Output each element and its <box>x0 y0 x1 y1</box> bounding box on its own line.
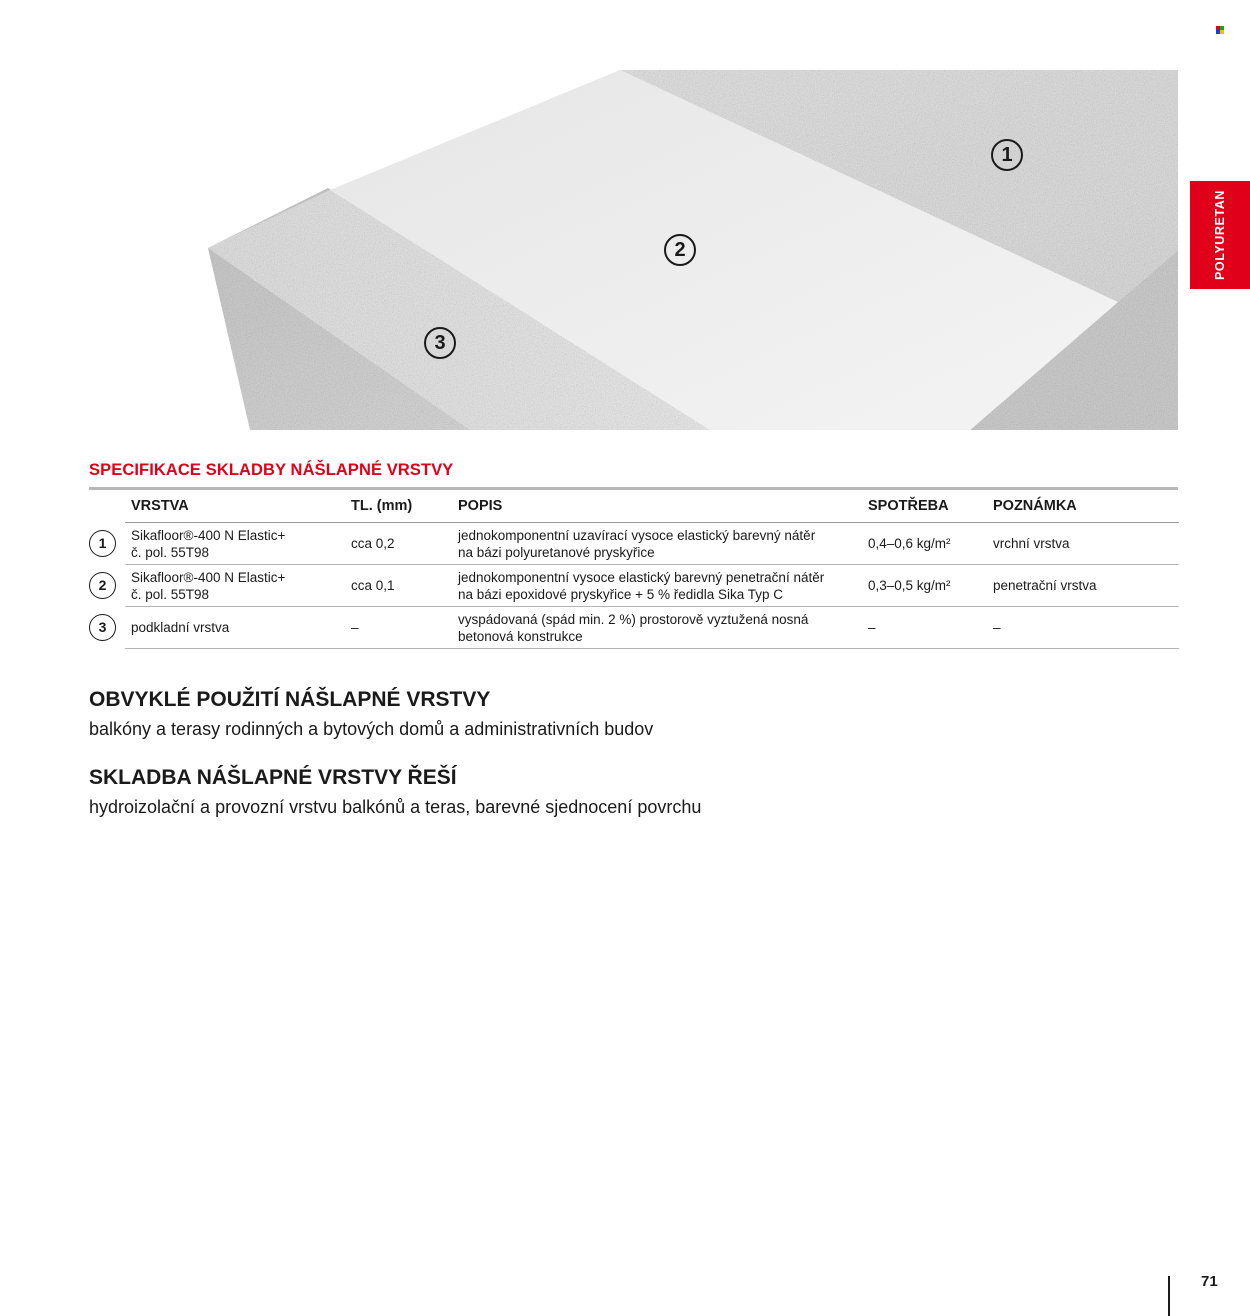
poznamka-cell: vrchní vrstva <box>987 523 1179 565</box>
callout-1: 1 <box>991 139 1023 171</box>
poznamka-cell: – <box>987 607 1179 649</box>
vrstva-line: Sikafloor®-400 N Elastic+ <box>131 569 286 585</box>
vrstva-cell <box>125 607 345 649</box>
vrstva-cell <box>125 523 345 565</box>
popis-line: na bázi epoxidové pryskyřice + 5 % ředidla Sika Typ C <box>458 586 784 602</box>
row-number-badge: 3 <box>89 614 116 641</box>
poznamka-cell: penetrační vrstva <box>987 565 1179 607</box>
section-side-tab <box>1190 181 1250 289</box>
popis-cell <box>452 565 862 607</box>
spec-table <box>89 490 1179 649</box>
vrstva-line: č. pol. 55T98 <box>131 586 210 602</box>
spec-header-vrstva: VRSTVA <box>125 490 345 523</box>
popis-line: jednokomponentní vysoce elastický barevný penetrační nátěr <box>458 569 825 585</box>
solves-text: hydroizolační a provozní vrstvu balkónů a teras, barevné sjednocení povrchu <box>89 797 702 817</box>
row-number-badge: 2 <box>89 572 116 599</box>
spec-header-popis: POPIS <box>452 490 862 523</box>
spotreba-cell: 0,4–0,6 kg/m² <box>862 523 987 565</box>
table-row <box>89 523 1179 565</box>
footer-rule <box>1168 1276 1170 1316</box>
tl-cell: – <box>345 607 452 649</box>
tl-cell: cca 0,1 <box>345 565 452 607</box>
vrstva-line: Sikafloor®-400 N Elastic+ <box>131 527 286 543</box>
spec-header-poznamka: POZNÁMKA <box>987 490 1179 523</box>
popis-line: betonová konstrukce <box>458 628 583 644</box>
spotreba-cell: 0,3–0,5 kg/m² <box>862 565 987 607</box>
popis-cell <box>452 607 862 649</box>
popis-line: vyspádovaná (spád min. 2 %) prostorově vyztužená nosná <box>458 611 809 627</box>
spec-header-tl: TL. (mm) <box>345 490 452 523</box>
vrstva-line: č. pol. 55T98 <box>131 544 210 560</box>
vrstva-line: podkladní vrstva <box>131 620 230 635</box>
usage-text: balkóny a terasy rodinných a bytových domů a administrativních budov <box>89 719 654 739</box>
table-row <box>89 565 1179 607</box>
callout-3: 3 <box>424 327 456 359</box>
spec-header-number <box>89 490 125 523</box>
spec-heading: SPECIFIKACE SKLADBY NÁŠLAPNÉ VRSTVY <box>89 461 454 479</box>
callout-2: 2 <box>664 234 696 266</box>
popis-line: na bázi polyuretanové pryskyřice <box>458 544 655 560</box>
row-number-cell <box>89 607 125 649</box>
popis-line: jednokomponentní uzavírací vysoce elastický barevný nátěr <box>458 527 816 543</box>
usage-title: OBVYKLÉ POUŽITÍ NÁŠLAPNÉ VRSTVY <box>89 688 491 711</box>
solves-title: SKLADBA NÁŠLAPNÉ VRSTVY ŘEŠÍ <box>89 766 457 789</box>
side-tab-label: POLYURETAN <box>1213 189 1228 281</box>
page-number: 71 <box>1201 1273 1218 1290</box>
spec-header-row <box>89 490 1179 523</box>
spec-header-spotreba: SPOTŘEBA <box>862 490 987 523</box>
layer-illustration <box>0 0 1250 440</box>
layer-illustration-graphic <box>0 0 1250 440</box>
tl-cell: cca 0,2 <box>345 523 452 565</box>
spotreba-cell: – <box>862 607 987 649</box>
row-number-cell <box>89 523 125 565</box>
row-number-cell <box>89 565 125 607</box>
vrstva-cell <box>125 565 345 607</box>
table-row <box>89 607 1179 649</box>
row-number-badge: 1 <box>89 530 116 557</box>
popis-cell <box>452 523 862 565</box>
